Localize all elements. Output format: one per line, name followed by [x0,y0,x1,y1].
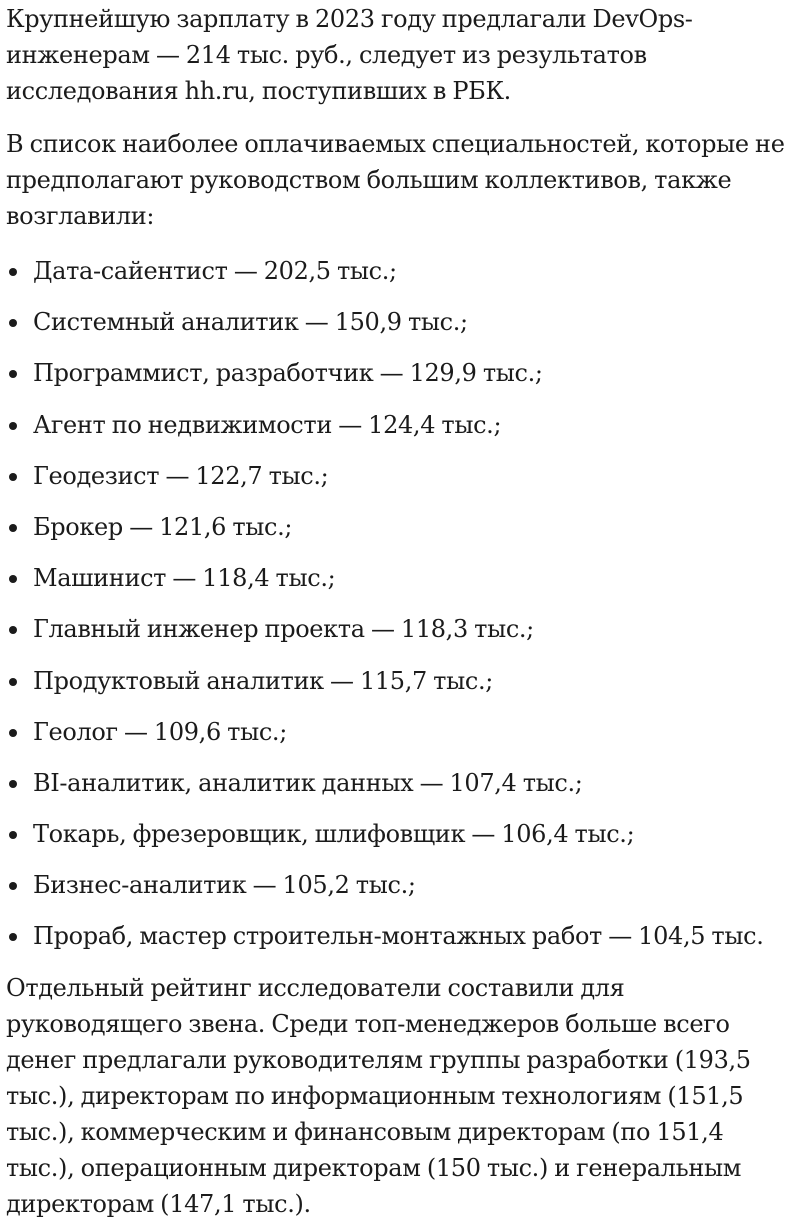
bullet-dot-icon [9,319,17,327]
list-item [6,867,789,903]
bullet-dot-icon [9,524,17,532]
list-item [6,304,789,340]
list-item-text: Программист, разработчик — 129,9 тыс.; [33,359,543,388]
bullet-dot-icon [9,780,17,788]
bullet-dot-icon [9,422,17,430]
list-item [6,458,789,494]
list-item-text: BI-аналитик, аналитик данных — 107,4 тыс.; [33,768,583,797]
bullet-dot-icon [9,473,17,481]
bullet-dot-icon [9,268,17,276]
bullet-dot-icon [9,882,17,890]
list-item [6,714,789,750]
bullet-dot-icon [9,626,17,634]
list-intro-paragraph: В список наиболее оплачиваемых специальностей, которые не предполагают руководством большим коллективов, также возглавили: [6,130,785,230]
list-item-text: Бизнес-аналитик — 105,2 тыс.; [33,871,416,900]
list-item [6,611,789,647]
list-item-text: Главный инженер проекта — 118,3 тыс.; [33,615,534,644]
list-item-text: Машинист — 118,4 тыс.; [33,564,336,593]
list-item-text: Геолог — 109,6 тыс.; [33,717,287,746]
intro-paragraph: Крупнейшую зарплату в 2023 году предлагали DevOps-инженерам — 214 тыс. руб., следует из результатов исследования hh.ru, поступивших в РБК. [6,5,693,105]
list-item-text: Системный аналитик — 150,9 тыс.; [33,308,468,337]
bullet-dot-icon [9,729,17,737]
bullet-dot-icon [9,370,17,378]
bullet-dot-icon [9,575,17,583]
list-item-text: Продуктовый аналитик — 115,7 тыс.; [33,666,493,695]
list-item [6,407,789,443]
list-item [6,253,789,289]
list-item-text: Геодезист — 122,7 тыс.; [33,461,329,490]
bullet-dot-icon [9,831,17,839]
list-item [6,560,789,596]
list-item [6,663,789,699]
list-item-text: Токарь, фрезеровщик, шлифовщик — 106,4 тыс.; [33,820,635,849]
list-item [6,816,789,852]
list-item [6,509,789,545]
bullet-dot-icon [9,678,17,686]
list-item [6,918,789,954]
list-item [6,355,789,391]
list-item-text: Брокер — 121,6 тыс.; [33,512,293,541]
bullet-dot-icon [9,933,17,941]
list-item-text: Агент по недвижимости — 124,4 тыс.; [33,410,502,439]
list-item-text: Дата-сайентист — 202,5 тыс.; [33,257,397,285]
list-item-text: Прораб, мастер строительн-монтажных работ — 104,5 тыс. [33,922,764,951]
list-item [6,765,789,801]
outro-paragraph: Отдельный рейтинг исследователи составили для руководящего звена. Среди топ-менеджеров больше всего денег предлагали руководителям группы разработки (193,5 тыс.), директорам по информационным технологиям (151,5 тыс.), коммерческим и финансовым директорам (по 151,4 тыс.), операционным директорам (150 тыс.) и генеральным директорам (147,1 тыс.). [6,973,751,1218]
salary-list [6,253,789,954]
